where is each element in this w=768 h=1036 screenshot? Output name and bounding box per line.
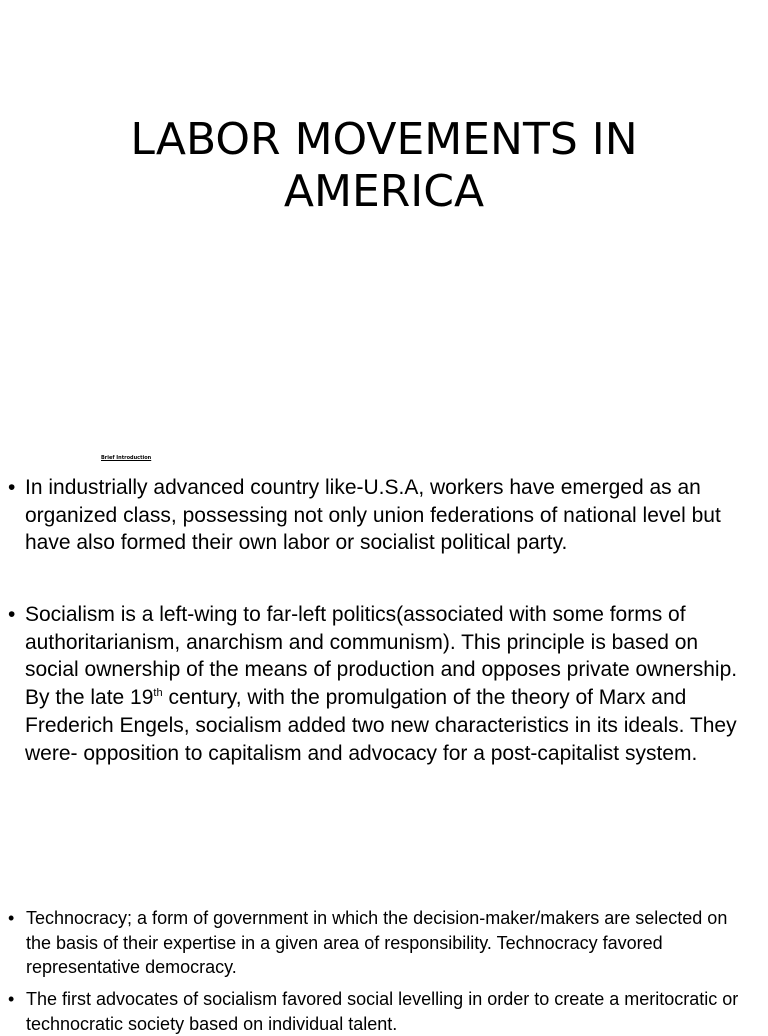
bullet-item-socialism xyxy=(0,601,760,767)
bullet-text: In industrially advanced country like-U.S.A, workers have emerged as an organized class, possessing not only union federations of national level but have also formed their own labor or socialist political party. xyxy=(25,476,721,555)
brief-introduction-label: Brief Introduction xyxy=(101,455,152,461)
bullet-point-icon: • xyxy=(8,476,16,499)
bullet-item-technocracy xyxy=(0,906,760,980)
bullet-point-icon: • xyxy=(8,908,15,928)
slide-title-line-2: AMERICA xyxy=(283,166,485,217)
bullet-point-icon: • xyxy=(8,603,16,626)
superscript-th: th xyxy=(153,687,163,700)
bullet-point-icon: • xyxy=(8,989,15,1009)
bullet-text: Technocracy; a form of government in which the decision-maker/makers are selected on the basis of their expertise in a given area of responsibility. Technocracy favored representative democracy. xyxy=(26,908,728,977)
slide-title-line-1: LABOR MOVEMENTS IN xyxy=(130,114,638,165)
bullet-text-part-1: Socialism is a left-wing to far-left politics(associated with some forms of authoritarianism, anarchism and communism). This principle is based on social ownership of the means of production and opposes private ownership. By the late 19 xyxy=(25,603,738,710)
bullet-item-social-levelling xyxy=(0,987,760,1036)
slide-title xyxy=(0,114,768,218)
bullet-text: The first advocates of socialism favored social levelling in order to create a meritocratic or technocratic society based on individual talent. xyxy=(26,989,739,1034)
bullet-text xyxy=(25,601,750,767)
bullet-item-labor-class xyxy=(0,474,760,557)
bullet-text-part-2: century, with the promulgation of the theory of Marx and Frederich Engels, socialism added two new characteristics in its ideals. They were- opposition to capitalism and advocacy for a post-capitalist system. xyxy=(25,686,737,765)
